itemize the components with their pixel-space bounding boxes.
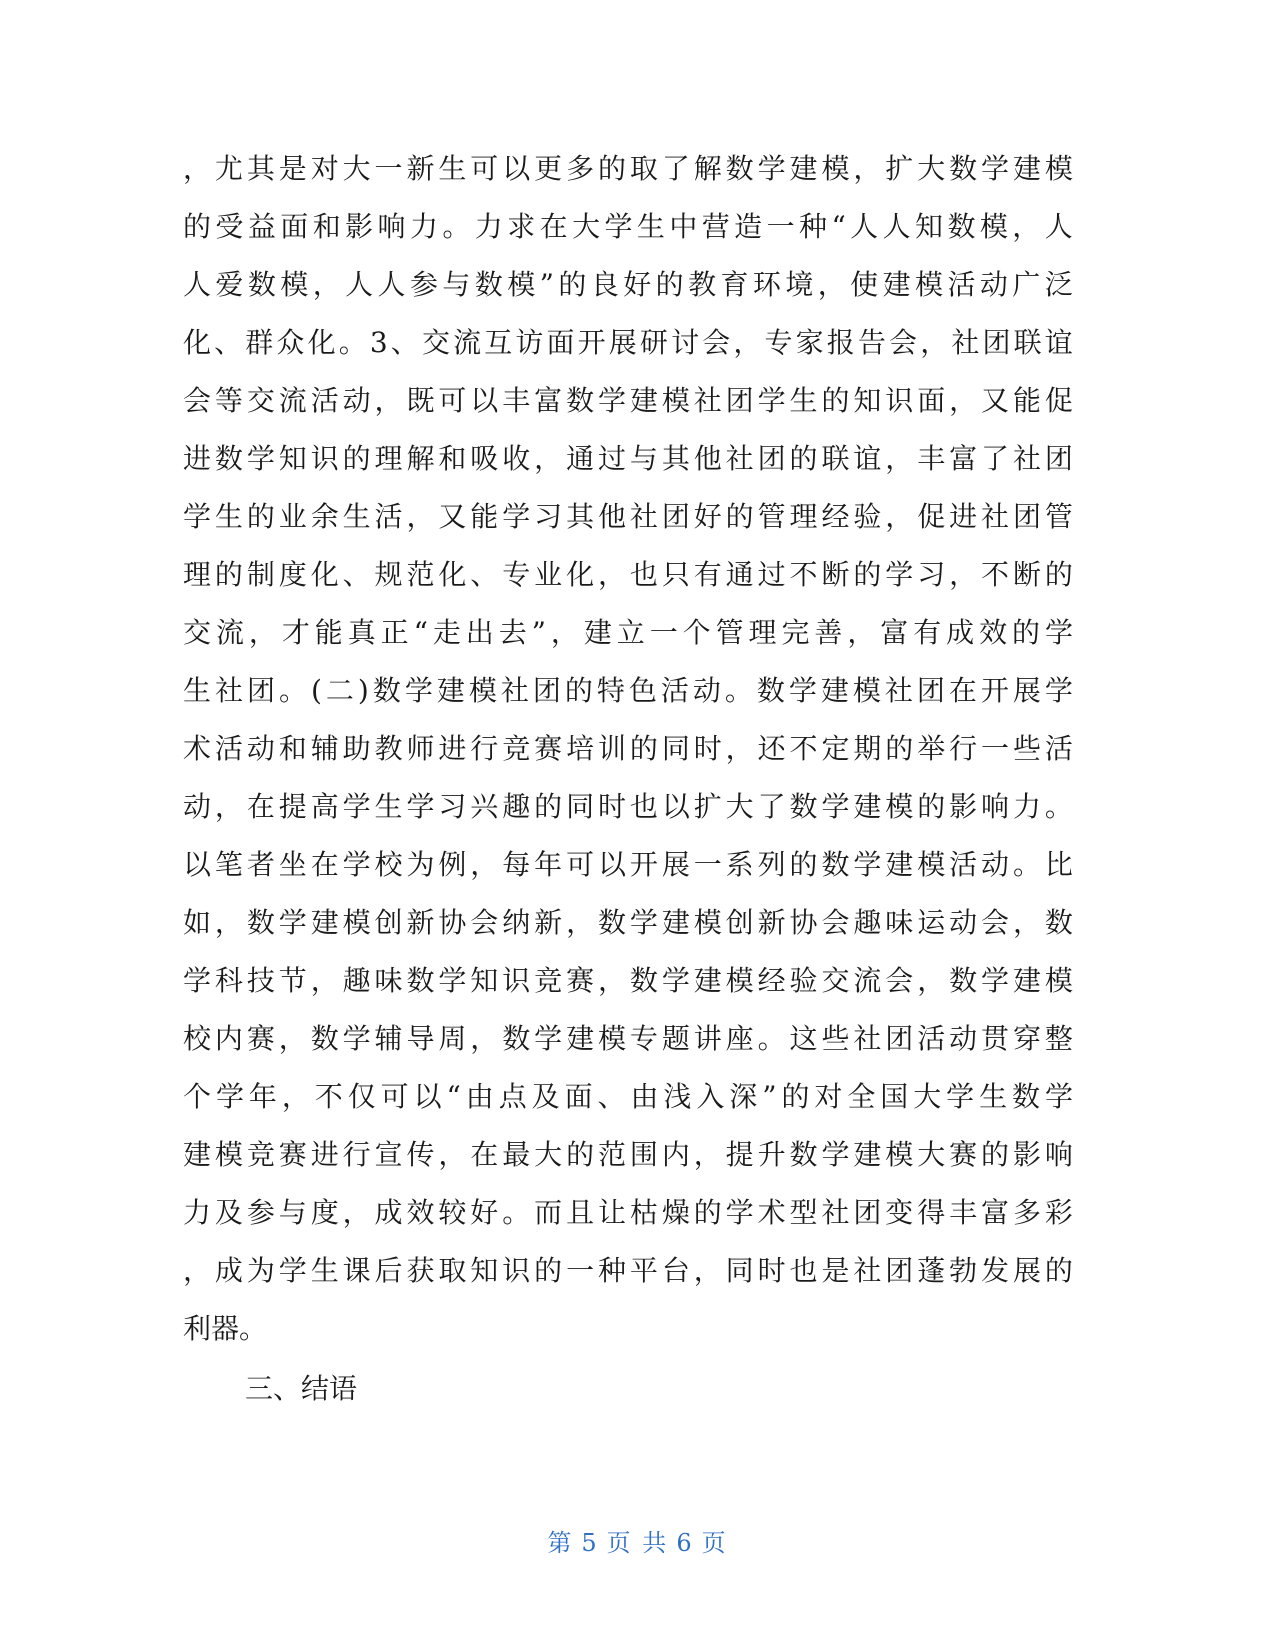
text-line: 利器。 <box>183 1312 268 1345</box>
text-line: 术 活 动 和 辅 助 教 师 进 行 竞 赛 培 训 的 同 时 ， 还 不 定 期 的 举 行 一 些 活 <box>183 732 1073 765</box>
text-line: 学 生 的 业 余 生 活 ， 又 能 学 习 其 他 社 团 好 的 管 理 经 验 ， 促 进 社 团 管 <box>183 500 1073 533</box>
text-line: 学 科 技 节 ， 趣 味 数 学 知 识 竞 赛 ， 数 学 建 模 经 验 交 流 会 ， 数 学 建 模 <box>183 964 1073 997</box>
text-line: 人 爱 数 模 ， 人 人 参 与 数 模 ” 的 良 好 的 教 育 环 境 ， 使 建 模 活 动 广 泛 <box>183 268 1073 301</box>
text-line: 交 流 ， 才 能 真 正 “ 走 出 去 ” ， 建 立 一 个 管 理 完 善 ， 富 有 成 效 的 学 <box>183 616 1073 649</box>
text-line: 个 学 年 ， 不 仅 可 以 “ 由 点 及 面 、 由 浅 入 深 ” 的 对 全 国 大 学 生 数 学 <box>183 1080 1073 1113</box>
total-page-count: 6 <box>676 1529 694 1557</box>
document-body <box>183 140 1073 1418</box>
footer-mid: 页 共 <box>606 1529 669 1557</box>
text-line: 建 模 竞 赛 进 行 宣 传 ， 在 最 大 的 范 围 内 ， 提 升 数 学 建 模 大 赛 的 影 响 <box>183 1138 1073 1171</box>
text-line: 理 的 制 度 化 、 规 范 化 、 专 业 化 ， 也 只 有 通 过 不 断 的 学 习 ， 不 断 的 <box>183 558 1073 591</box>
text-line: 如 ， 数 学 建 模 创 新 协 会 纳 新 ， 数 学 建 模 创 新 协 会 趣 味 运 动 会 ， 数 <box>183 906 1073 939</box>
text-line: 以 笔 者 坐 在 学 校 为 例 ， 每 年 可 以 开 展 一 系 列 的 数 学 建 模 活 动 。 比 <box>183 848 1073 881</box>
footer-suffix: 页 <box>701 1529 728 1557</box>
text-line: ， 尤 其 是 对 大 一 新 生 可 以 更 多 的 取 了 解 数 学 建 模 ， 扩 大 数 学 建 模 <box>183 152 1073 185</box>
section-heading: 三、结语 <box>245 1372 358 1405</box>
text-line: 动 ， 在 提 高 学 生 学 习 兴 趣 的 同 时 也 以 扩 大 了 数 学 建 模 的 影 响 力 。 <box>183 790 1073 823</box>
text-line: ， 成 为 学 生 课 后 获 取 知 识 的 一 种 平 台 ， 同 时 也 是 社 团 蓬 勃 发 展 的 <box>183 1254 1073 1287</box>
footer-prefix: 第 <box>547 1529 574 1557</box>
text-line: 进 数 学 知 识 的 理 解 和 吸 收 ， 通 过 与 其 他 社 团 的 联 谊 ， 丰 富 了 社 团 <box>183 442 1073 475</box>
paragraph <box>183 140 1073 1358</box>
text-line: 会 等 交 流 活 动 ， 既 可 以 丰 富 数 学 建 模 社 团 学 生 的 知 识 面 ， 又 能 促 <box>183 384 1073 417</box>
text-line: 的 受 益 面 和 影 响 力 。 力 求 在 大 学 生 中 营 造 一 种 “ 人 人 知 数 模 ， 人 <box>183 210 1073 243</box>
text-line: 化 、 群 众 化 。 3 、 交 流 互 访 面 开 展 研 讨 会 ， 专 家 报 告 会 ， 社 团 联 谊 <box>183 326 1073 359</box>
current-page-number: 5 <box>581 1529 599 1557</box>
text-line: 力 及 参 与 度 ， 成 效 较 好 。 而 且 让 枯 燥 的 学 术 型 社 团 变 得 丰 富 多 彩 <box>183 1196 1073 1229</box>
text-line: 校 内 赛 ， 数 学 辅 导 周 ， 数 学 建 模 专 题 讲 座 。 这 些 社 团 活 动 贯 穿 整 <box>183 1022 1073 1055</box>
text-line: 生 社 团 。 ( 二 ) 数 学 建 模 社 团 的 特 色 活 动 。 数 学 建 模 社 团 在 开 展 学 <box>183 674 1073 707</box>
page-footer <box>0 1523 1275 1558</box>
